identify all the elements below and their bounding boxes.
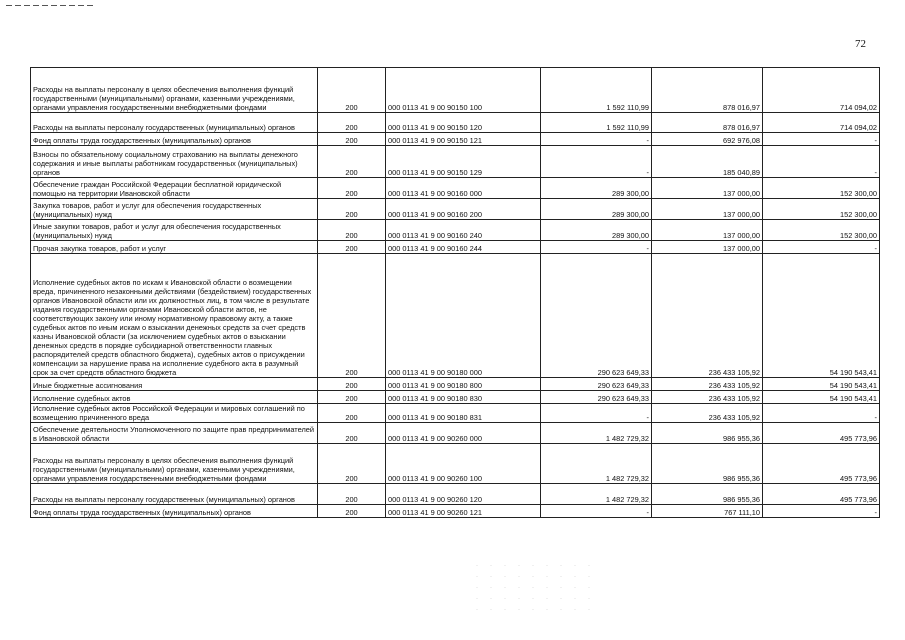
row-code-cell: 200 bbox=[318, 391, 386, 404]
row-name-cell: Обеспечение граждан Российской Федерации бесплатной юридической помощью на территории Ивановской области bbox=[31, 178, 318, 199]
row-executed-cell: 878 016,97 bbox=[652, 113, 763, 133]
row-kbk-cell: 000 0113 41 9 00 90180 831 bbox=[386, 404, 541, 423]
row-executed-cell: 137 000,00 bbox=[652, 220, 763, 241]
row-approved-cell: - bbox=[541, 146, 652, 178]
row-executed-cell: 185 040,89 bbox=[652, 146, 763, 178]
row-name-cell: Иные закупки товаров, работ и услуг для обеспечения государственных (муниципальных) нужд bbox=[31, 220, 318, 241]
row-kbk-cell: 000 0113 41 9 00 90160 200 bbox=[386, 199, 541, 220]
row-name-cell: Обеспечение деятельности Уполномоченного по защите прав предпринимателей в Ивановской области bbox=[31, 423, 318, 444]
row-code-cell: 200 bbox=[318, 220, 386, 241]
table-row bbox=[31, 404, 880, 423]
row-kbk-cell: 000 0113 41 9 00 90260 120 bbox=[386, 484, 541, 505]
row-approved-cell: 1 592 110,99 bbox=[541, 113, 652, 133]
row-approved-cell: - bbox=[541, 404, 652, 423]
row-name-cell: Исполнение судебных актов по искам к Ивановской области о возмещении вреда, причиненного незаконными действиями (бездействием) государственных органов Ивановской области или их должностных лиц, в том числе в результате издания государственными органами Ивановской области актов, не соответствующих закону или иному нормативному правовому акту, а также судебных актов по иным искам о взыскании денежных средств за счет средств казны Ивановской области (за исключением судебных актов о взыскании денежных средств в порядке субсидиарной ответственности главных распорядителей средств областного бюджета), судебных актов о присуждении компенсации за нарушение права на исполнение судебного акта в разумный срок за счет средств областного бюджета bbox=[31, 254, 318, 378]
row-executed-cell: 137 000,00 bbox=[652, 241, 763, 254]
table-row bbox=[31, 484, 880, 505]
row-approved-cell: 290 623 649,33 bbox=[541, 391, 652, 404]
row-approved-cell: 290 623 649,33 bbox=[541, 254, 652, 378]
row-approved-cell: 1 482 729,32 bbox=[541, 484, 652, 505]
row-kbk-cell: 000 0113 41 9 00 90150 120 bbox=[386, 113, 541, 133]
row-approved-cell: 1 482 729,32 bbox=[541, 444, 652, 484]
row-kbk-cell: 000 0113 41 9 00 90160 240 bbox=[386, 220, 541, 241]
row-executed-cell: 236 433 105,92 bbox=[652, 391, 763, 404]
row-approved-cell: 289 300,00 bbox=[541, 178, 652, 199]
row-code-cell: 200 bbox=[318, 254, 386, 378]
row-name-cell: Прочая закупка товаров, работ и услуг bbox=[31, 241, 318, 254]
row-unexecuted-cell: 152 300,00 bbox=[763, 199, 880, 220]
table-row bbox=[31, 378, 880, 391]
row-approved-cell: 289 300,00 bbox=[541, 199, 652, 220]
row-approved-cell: - bbox=[541, 505, 652, 518]
row-approved-cell: 1 592 110,99 bbox=[541, 68, 652, 113]
row-code-cell: 200 bbox=[318, 444, 386, 484]
table-row bbox=[31, 220, 880, 241]
row-unexecuted-cell: 54 190 543,41 bbox=[763, 254, 880, 378]
table-row bbox=[31, 133, 880, 146]
row-name-cell: Расходы на выплаты персоналу государственных (муниципальных) органов bbox=[31, 113, 318, 133]
row-name-cell: Иные бюджетные ассигнования bbox=[31, 378, 318, 391]
row-unexecuted-cell: 152 300,00 bbox=[763, 220, 880, 241]
row-kbk-cell: 000 0113 41 9 00 90150 129 bbox=[386, 146, 541, 178]
row-code-cell: 200 bbox=[318, 146, 386, 178]
row-name-cell: Расходы на выплаты персоналу в целях обеспечения выполнения функций государственными (муниципальными) органами, казенными учреждениями, органами управления государственными внебюджетными фондами bbox=[31, 444, 318, 484]
row-unexecuted-cell: 54 190 543,41 bbox=[763, 391, 880, 404]
row-code-cell: 200 bbox=[318, 68, 386, 113]
budget-table bbox=[30, 67, 880, 518]
row-unexecuted-cell: 714 094,02 bbox=[763, 68, 880, 113]
row-name-cell: Исполнение судебных актов bbox=[31, 391, 318, 404]
row-approved-cell: 289 300,00 bbox=[541, 220, 652, 241]
row-approved-cell: 1 482 729,32 bbox=[541, 423, 652, 444]
scan-edge-mark bbox=[6, 5, 96, 6]
row-kbk-cell: 000 0113 41 9 00 90180 800 bbox=[386, 378, 541, 391]
row-kbk-cell: 000 0113 41 9 00 90260 121 bbox=[386, 505, 541, 518]
row-kbk-cell: 000 0113 41 9 00 90160 244 bbox=[386, 241, 541, 254]
row-kbk-cell: 000 0113 41 9 00 90150 100 bbox=[386, 68, 541, 113]
table-row bbox=[31, 178, 880, 199]
table-row bbox=[31, 423, 880, 444]
row-executed-cell: 878 016,97 bbox=[652, 68, 763, 113]
row-name-cell: Закупка товаров, работ и услуг для обеспечения государственных (муниципальных) нужд bbox=[31, 199, 318, 220]
row-name-cell: Исполнение судебных актов Российской Федерации и мировых соглашений по возмещению причиненного вреда bbox=[31, 404, 318, 423]
row-code-cell: 200 bbox=[318, 505, 386, 518]
row-unexecuted-cell: 714 094,02 bbox=[763, 113, 880, 133]
row-kbk-cell: 000 0113 41 9 00 90260 100 bbox=[386, 444, 541, 484]
table-row bbox=[31, 241, 880, 254]
row-unexecuted-cell: 152 300,00 bbox=[763, 178, 880, 199]
table-row bbox=[31, 146, 880, 178]
row-unexecuted-cell: 495 773,96 bbox=[763, 484, 880, 505]
row-code-cell: 200 bbox=[318, 178, 386, 199]
row-unexecuted-cell: - bbox=[763, 146, 880, 178]
row-unexecuted-cell: - bbox=[763, 133, 880, 146]
row-unexecuted-cell: - bbox=[763, 404, 880, 423]
row-name-cell: Фонд оплаты труда государственных (муниципальных) органов bbox=[31, 133, 318, 146]
table-row bbox=[31, 505, 880, 518]
row-code-cell: 200 bbox=[318, 241, 386, 254]
row-executed-cell: 986 955,36 bbox=[652, 444, 763, 484]
row-executed-cell: 236 433 105,92 bbox=[652, 404, 763, 423]
table-row bbox=[31, 391, 880, 404]
row-unexecuted-cell: 495 773,96 bbox=[763, 423, 880, 444]
row-executed-cell: 137 000,00 bbox=[652, 199, 763, 220]
row-code-cell: 200 bbox=[318, 113, 386, 133]
row-executed-cell: 236 433 105,92 bbox=[652, 254, 763, 378]
row-kbk-cell: 000 0113 41 9 00 90180 000 bbox=[386, 254, 541, 378]
row-unexecuted-cell: - bbox=[763, 241, 880, 254]
row-unexecuted-cell: - bbox=[763, 505, 880, 518]
table-row bbox=[31, 254, 880, 378]
row-name-cell: Расходы на выплаты персоналу в целях обеспечения выполнения функций государственными (муниципальными) органами, казенными учреждениями, органами управления государственными внебюджетными фондами bbox=[31, 68, 318, 113]
row-unexecuted-cell: 54 190 543,41 bbox=[763, 378, 880, 391]
row-executed-cell: 137 000,00 bbox=[652, 178, 763, 199]
row-code-cell: 200 bbox=[318, 404, 386, 423]
scan-noise bbox=[470, 560, 590, 620]
row-executed-cell: 692 976,08 bbox=[652, 133, 763, 146]
table-row bbox=[31, 199, 880, 220]
row-executed-cell: 986 955,36 bbox=[652, 423, 763, 444]
row-kbk-cell: 000 0113 41 9 00 90150 121 bbox=[386, 133, 541, 146]
row-name-cell: Расходы на выплаты персоналу государственных (муниципальных) органов bbox=[31, 484, 318, 505]
row-code-cell: 200 bbox=[318, 378, 386, 391]
row-unexecuted-cell: 495 773,96 bbox=[763, 444, 880, 484]
row-name-cell: Фонд оплаты труда государственных (муниципальных) органов bbox=[31, 505, 318, 518]
row-code-cell: 200 bbox=[318, 423, 386, 444]
table-row bbox=[31, 68, 880, 113]
row-approved-cell: 290 623 649,33 bbox=[541, 378, 652, 391]
row-approved-cell: - bbox=[541, 241, 652, 254]
row-kbk-cell: 000 0113 41 9 00 90260 000 bbox=[386, 423, 541, 444]
row-code-cell: 200 bbox=[318, 133, 386, 146]
table-row bbox=[31, 113, 880, 133]
table-row bbox=[31, 444, 880, 484]
row-kbk-cell: 000 0113 41 9 00 90160 000 bbox=[386, 178, 541, 199]
row-kbk-cell: 000 0113 41 9 00 90180 830 bbox=[386, 391, 541, 404]
row-approved-cell: - bbox=[541, 133, 652, 146]
row-executed-cell: 986 955,36 bbox=[652, 484, 763, 505]
row-executed-cell: 236 433 105,92 bbox=[652, 378, 763, 391]
row-name-cell: Взносы по обязательному социальному страхованию на выплаты денежного содержания и иные выплаты работникам государственных (муниципальных) органов bbox=[31, 146, 318, 178]
row-executed-cell: 767 111,10 bbox=[652, 505, 763, 518]
page-number: 72 bbox=[855, 38, 866, 50]
row-code-cell: 200 bbox=[318, 199, 386, 220]
row-code-cell: 200 bbox=[318, 484, 386, 505]
